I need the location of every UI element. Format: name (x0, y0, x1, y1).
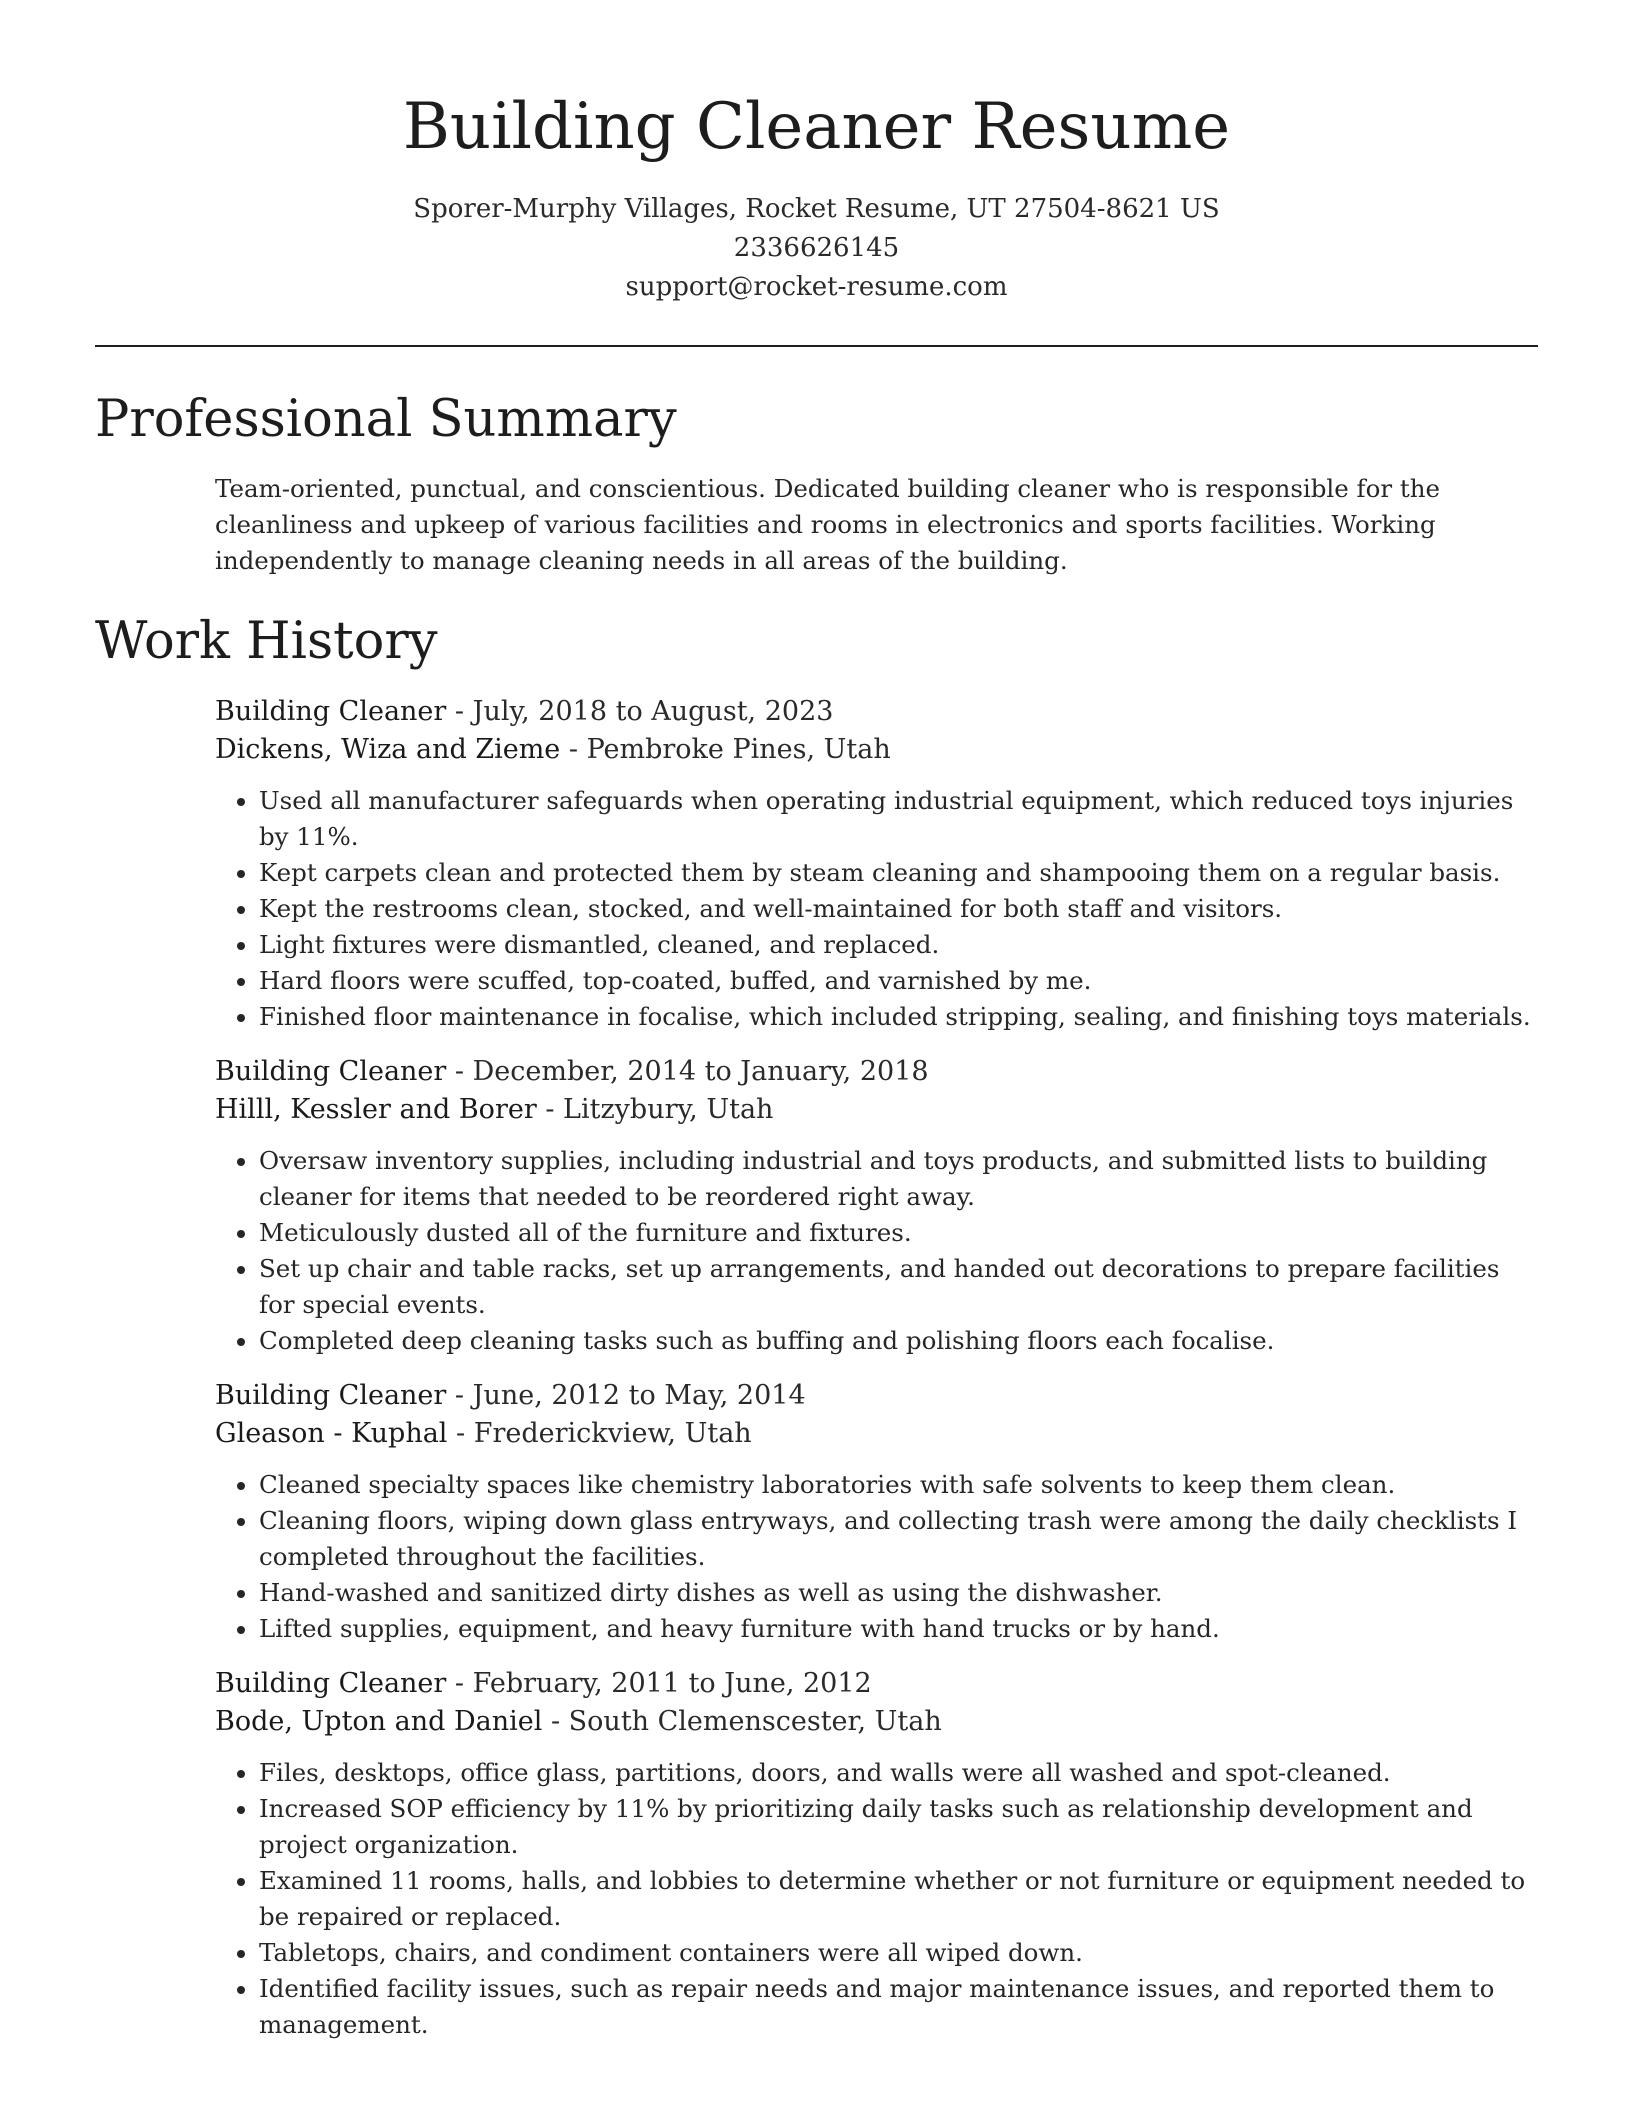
job-company-line: Hilll, Kessler and Borer - Litzybury, Utah (215, 1094, 774, 1125)
job-title: Building Cleaner (215, 1056, 447, 1087)
job-company: Gleason - Kuphal (215, 1418, 448, 1449)
job-bullet: • Meticulously dusted all of the furniture and fixtures. (259, 1215, 1538, 1251)
job-entry (215, 1665, 1538, 2043)
job-bullet: • Lifted supplies, equipment, and heavy furniture with hand trucks or by hand. (259, 1611, 1538, 1647)
contact-phone: 2336626145 (733, 233, 900, 263)
job-location: Pembroke Pines, Utah (586, 734, 891, 765)
job-company: Dickens, Wiza and Zieme (215, 734, 561, 765)
resume-page (95, 0, 1538, 2043)
job-location: South Clemenscester, Utah (568, 1706, 942, 1737)
job-bullet: • Kept carpets clean and protected them by steam cleaning and shampooing them on a regular basis. (259, 855, 1538, 891)
job-entry (215, 1377, 1538, 1647)
job-bullet: • Examined 11 rooms, halls, and lobbies to determine whether or not furniture or equipment needed to be repaired or replaced. (259, 1863, 1538, 1935)
job-entry (215, 1053, 1538, 1359)
job-dates: June, 2012 to May, 2014 (472, 1380, 806, 1411)
job-title: Building Cleaner (215, 1668, 447, 1699)
job-title: Building Cleaner (215, 696, 447, 727)
work-history-heading: Work History (95, 612, 438, 671)
job-dates: July, 2018 to August, 2023 (472, 696, 834, 727)
resume-title: Building Cleaner Resume (402, 90, 1231, 164)
job-bullet: • Hand-washed and sanitized dirty dishes as well as using the dishwasher. (259, 1575, 1538, 1611)
job-entry (215, 693, 1538, 1035)
job-title: Building Cleaner (215, 1380, 447, 1411)
job-bullet: • Oversaw inventory supplies, including industrial and toys products, and submitted lists to building cleaner for items that needed to be reordered right away. (259, 1143, 1538, 1215)
job-bullets (215, 1755, 1538, 2043)
job-bullet: • Hard floors were scuffed, top-coated, buffed, and varnished by me. (259, 963, 1538, 999)
job-dates: February, 2011 to June, 2012 (472, 1668, 872, 1699)
job-bullet: • Light fixtures were dismantled, cleaned, and replaced. (259, 927, 1538, 963)
job-bullets (215, 1143, 1538, 1359)
job-bullet: • Files, desktops, office glass, partitions, doors, and walls were all washed and spot-cleaned. (259, 1755, 1538, 1791)
job-bullet: • Cleaning floors, wiping down glass entryways, and collecting trash were among the daily checklists I completed throughout the facilities. (259, 1503, 1538, 1575)
job-bullet: • Increased SOP efficiency by 11% by prioritizing daily tasks such as relationship development and project organization. (259, 1791, 1538, 1863)
job-bullet: • Used all manufacturer safeguards when operating industrial equipment, which reduced toys injuries by 11%. (259, 783, 1538, 855)
job-company: Bode, Upton and Daniel (215, 1706, 543, 1737)
summary-heading: Professional Summary (95, 390, 677, 449)
job-title-line: Building Cleaner - February, 2011 to June, 2012 (215, 1668, 872, 1699)
job-bullet: • Set up chair and table racks, set up arrangements, and handed out decorations to prepare facilities for special events. (259, 1251, 1538, 1323)
contact-email: support@rocket-resume.com (625, 272, 1008, 302)
header-divider (95, 345, 1538, 347)
job-dates: December, 2014 to January, 2018 (472, 1056, 929, 1087)
job-location: Litzybury, Utah (563, 1094, 774, 1125)
job-bullet: • Completed deep cleaning tasks such as buffing and polishing floors each focalise. (259, 1323, 1538, 1359)
job-bullet: • Identified facility issues, such as repair needs and major maintenance issues, and reported them to management. (259, 1971, 1538, 2043)
job-company-line: Dickens, Wiza and Zieme - Pembroke Pines, Utah (215, 734, 891, 765)
job-company-line: Bode, Upton and Daniel - South Clemenscester, Utah (215, 1706, 942, 1737)
job-location: Frederickview, Utah (473, 1418, 752, 1449)
job-bullets (215, 783, 1538, 1035)
job-title-line: Building Cleaner - June, 2012 to May, 2014 (215, 1380, 806, 1411)
job-title-line: Building Cleaner - July, 2018 to August, 2023 (215, 696, 834, 727)
job-company: Hilll, Kessler and Borer (215, 1094, 537, 1125)
resume-header (95, 0, 1538, 307)
summary-text: Team-oriented, punctual, and conscientious. Dedicated building cleaner who is responsible for the cleanliness and upkeep of various facilities and rooms in electronics and sports facilities. Working independently to manage cleaning needs in all areas of the building. (215, 474, 1440, 575)
job-bullet: • Kept the restrooms clean, stocked, and well-maintained for both staff and visitors. (259, 891, 1538, 927)
job-bullet: • Finished floor maintenance in focalise, which included stripping, sealing, and finishing toys materials. (259, 999, 1538, 1035)
job-bullet: • Tabletops, chairs, and condiment containers were all wiped down. (259, 1935, 1538, 1971)
job-company-line: Gleason - Kuphal - Frederickview, Utah (215, 1418, 752, 1449)
contact-address: Sporer-Murphy Villages, Rocket Resume, UT 27504-8621 US (413, 194, 1220, 224)
job-bullets (215, 1467, 1538, 1647)
job-title-line: Building Cleaner - December, 2014 to January, 2018 (215, 1056, 929, 1087)
job-bullet: • Cleaned specialty spaces like chemistry laboratories with safe solvents to keep them clean. (259, 1467, 1538, 1503)
